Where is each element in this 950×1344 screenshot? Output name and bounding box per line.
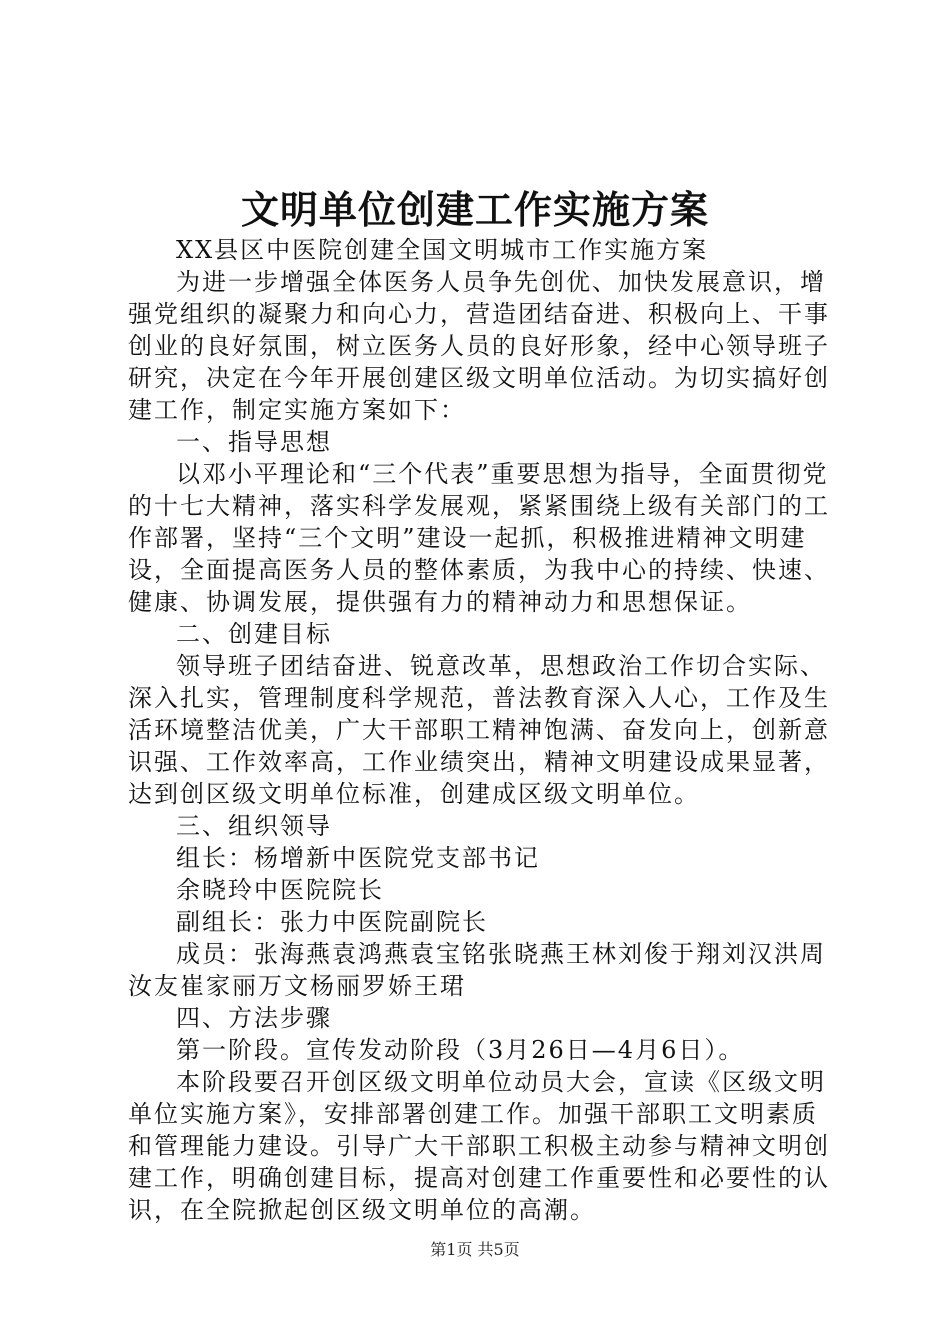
paragraph-intro: 为进一步增强全体医务人员争先创优、加快发展意识，增强党组织的凝聚力和向心力，营造团结奋进、积极向上、干事创业的良好氛围，树立医务人员的良好形象，经中心领导班子研究，决定在今年开展创建区级文明单位活动。为切实搞好创建工作，制定实施方案如下： [128,268,830,424]
heading-organization: 三、组织领导 [176,812,332,840]
paragraph-members: 成员：张海燕袁鸿燕袁宝铭张晓燕王林刘俊于翔刘汉洪周汝友崔家丽万文杨丽罗娇王珺 [128,940,826,1000]
heading-goals: 二、创建目标 [176,620,332,648]
paragraph-goals: 领导班子团结奋进、锐意改革，思想政治工作切合实际、深入扎实，管理制度科学规范，普法教育深入人心，工作及生活环境整洁优美，广大干部职工精神饱满、奋发向上，创新意识强、工作效率高，工作业绩突出，精神文明建设成果显著，达到创区级文明单位标准，创建成区级文明单位。 [128,652,830,808]
paragraph-phase-one-detail: 本阶段要召开创区级文明单位动员大会，宣读《区级文明单位实施方案》，安排部署创建工作。加强干部职工文明素质和管理能力建设。引导广大干部职工积极主动参与精神文明创建工作，明确创建目标，提高对创建工作重要性和必要性的认识，在全院掀起创区级文明单位的高潮。 [128,1068,830,1224]
page-number: 第1页 共5页 [430,1240,520,1259]
paragraph-director: 余晓玲中医院院长 [176,876,384,904]
paragraph-phase-one: 第一阶段。宣传发动阶段（3月26日—4月6日）。 [176,1036,745,1064]
heading-methods: 四、方法步骤 [176,1004,332,1032]
paragraph-group-leader: 组长：杨增新中医院党支部书记 [176,844,540,872]
heading-guiding-ideology: 一、指导思想 [176,428,332,456]
paragraph-deputy-leader: 副组长：张力中医院副院长 [176,908,488,936]
document-title: 文明单位创建工作实施方案 [240,187,709,232]
paragraph-guiding-ideology: 以邓小平理论和“三个代表”重要思想为指导，全面贯彻党的十七大精神，落实科学发展观，紧紧围绕上级有关部门的工作部署，坚持“三个文明”建设一起抓，积极推进精神文明建设，全面提高医务人员的整体素质，为我中心的持续、快速、健康、协调发展，提供强有力的精神动力和思想保证。 [128,460,830,616]
document-body [128,234,832,1226]
paragraph-subtitle: XX县区中医院创建全国文明城市工作实施方案 [176,236,709,264]
